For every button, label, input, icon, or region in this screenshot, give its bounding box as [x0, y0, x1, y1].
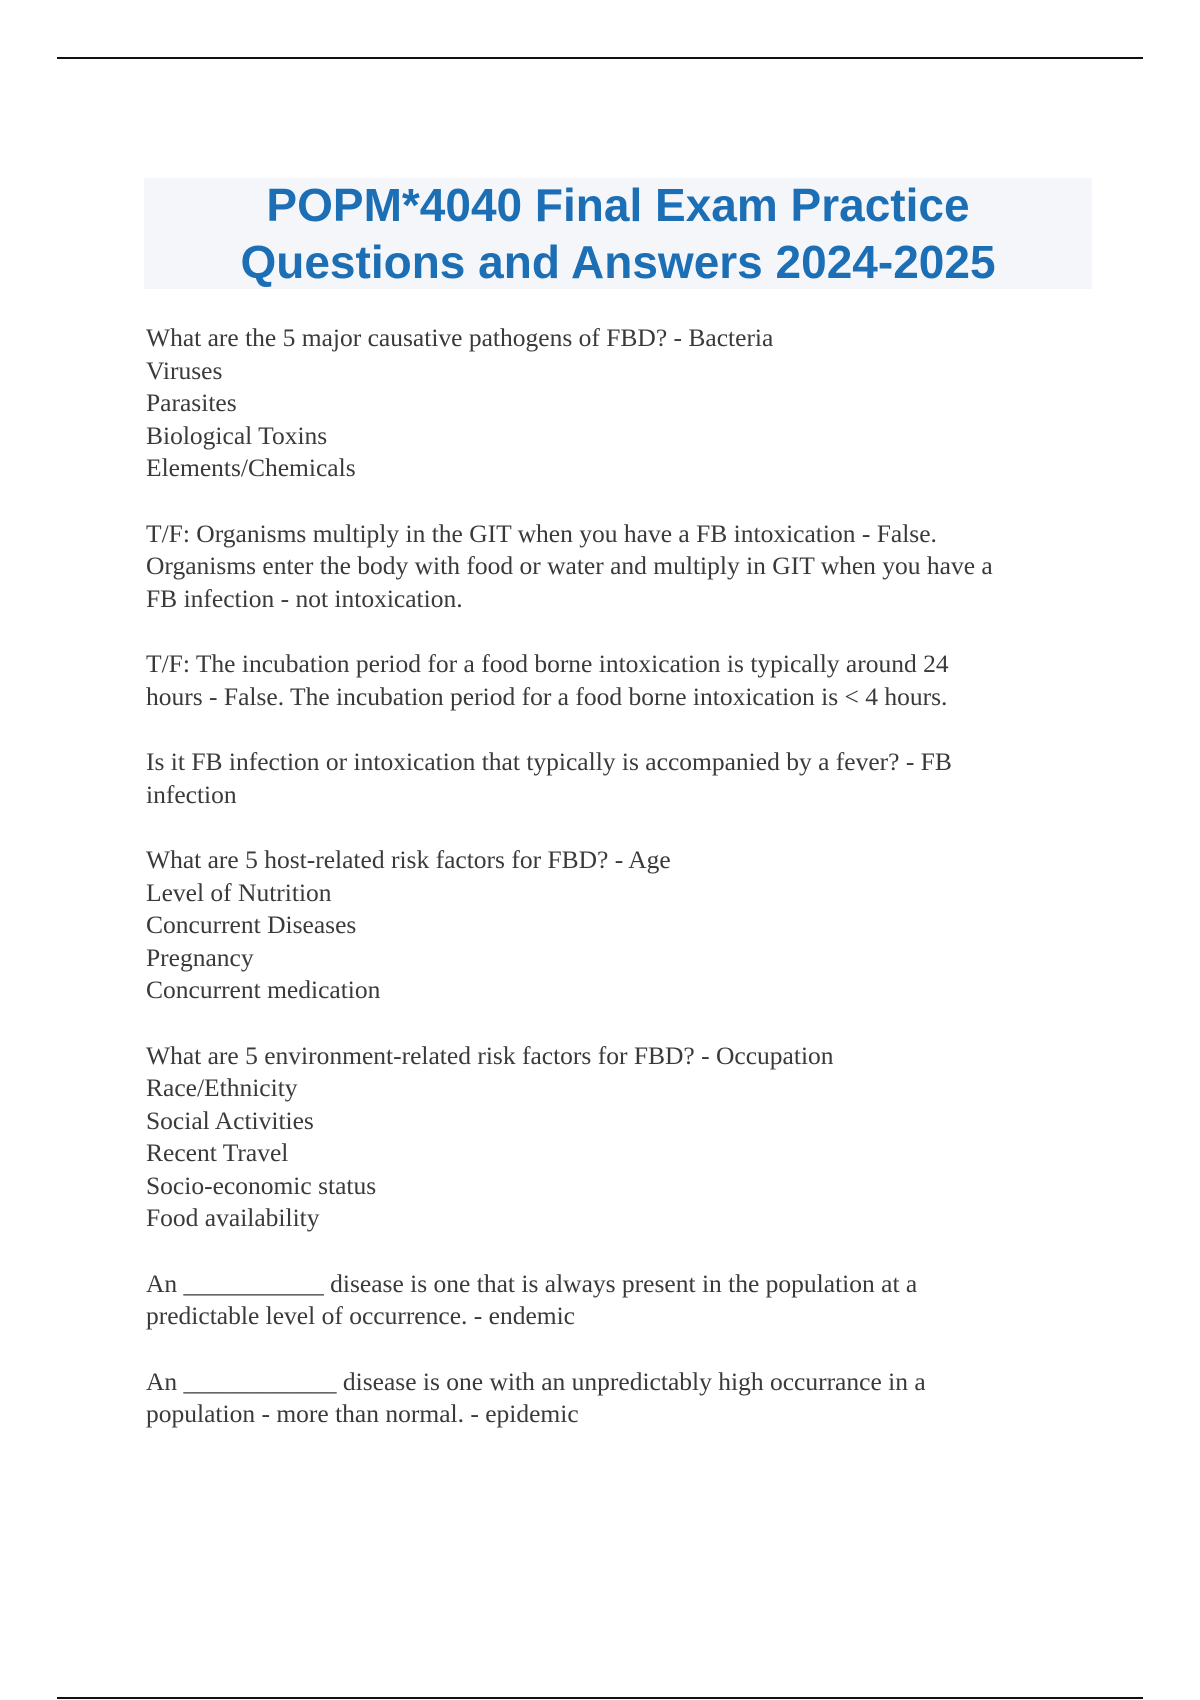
qa-line: infection [146, 779, 237, 809]
title-line-2: Questions and Answers 2024-2025 [240, 235, 996, 288]
qa-line: Recent Travel [146, 1138, 289, 1167]
qa-item-5 [146, 844, 1096, 1007]
qa-line: An ___________ disease is one that is always present in the population at a [146, 1268, 918, 1298]
qa-line: Level of Nutrition [146, 877, 332, 907]
qa-item-7 [146, 1268, 1096, 1333]
qa-line: Viruses [146, 355, 223, 385]
qa-item-4 [146, 746, 1096, 811]
qa-line: hours - False. The incubation period for a food borne intoxication is < 4 hours. [146, 681, 948, 711]
qa-item-1 [146, 322, 1096, 485]
qa-line: Concurrent medication [146, 975, 381, 1004]
qa-line: Elements/Chemicals [146, 453, 356, 482]
qa-line: Parasites [146, 388, 237, 417]
qa-line: FB infection - not intoxication. [146, 583, 463, 613]
qa-line: Organisms enter the body with food or water and multiply in GIT when you have a [146, 551, 993, 580]
top-rule [57, 57, 1143, 59]
qa-line: Social Activities [146, 1105, 314, 1135]
qa-line: Socio-economic status [146, 1170, 377, 1200]
qa-line: What are the 5 major causative pathogens of FBD? - Bacteria [146, 323, 774, 352]
title-banner [144, 178, 1092, 289]
bottom-rule [57, 1697, 1143, 1699]
qa-line: Concurrent Diseases [146, 910, 357, 939]
title-line-1: POPM*4040 Final Exam Practice [266, 178, 970, 231]
qa-item-2 [146, 518, 1096, 616]
qa-line: predictable level of occurrence. - endemic [146, 1301, 576, 1330]
qa-line: Is it FB infection or intoxication that typically is accompanied by a fever? - FB [146, 747, 952, 776]
qa-list [146, 322, 1096, 1464]
qa-line: An ____________ disease is one with an unpredictably high occurrance in a [146, 1366, 926, 1396]
qa-item-6 [146, 1040, 1096, 1235]
qa-line: population - more than normal. - epidemic [146, 1399, 579, 1428]
qa-line: Biological Toxins [146, 420, 328, 450]
qa-item-8 [146, 1366, 1096, 1431]
qa-line: What are 5 host-related risk factors for FBD? - Age [146, 845, 671, 874]
qa-line: Pregnancy [146, 942, 254, 972]
qa-line: What are 5 environment-related risk factors for FBD? - Occupation [146, 1040, 834, 1070]
qa-line: T/F: Organisms multiply in the GIT when you have a FB intoxication - False. [146, 518, 937, 548]
qa-item-3 [146, 648, 1096, 713]
qa-line: T/F: The incubation period for a food borne intoxication is typically around 24 [146, 649, 949, 678]
qa-line: Race/Ethnicity [146, 1073, 298, 1102]
qa-line: Food availability [146, 1203, 320, 1232]
